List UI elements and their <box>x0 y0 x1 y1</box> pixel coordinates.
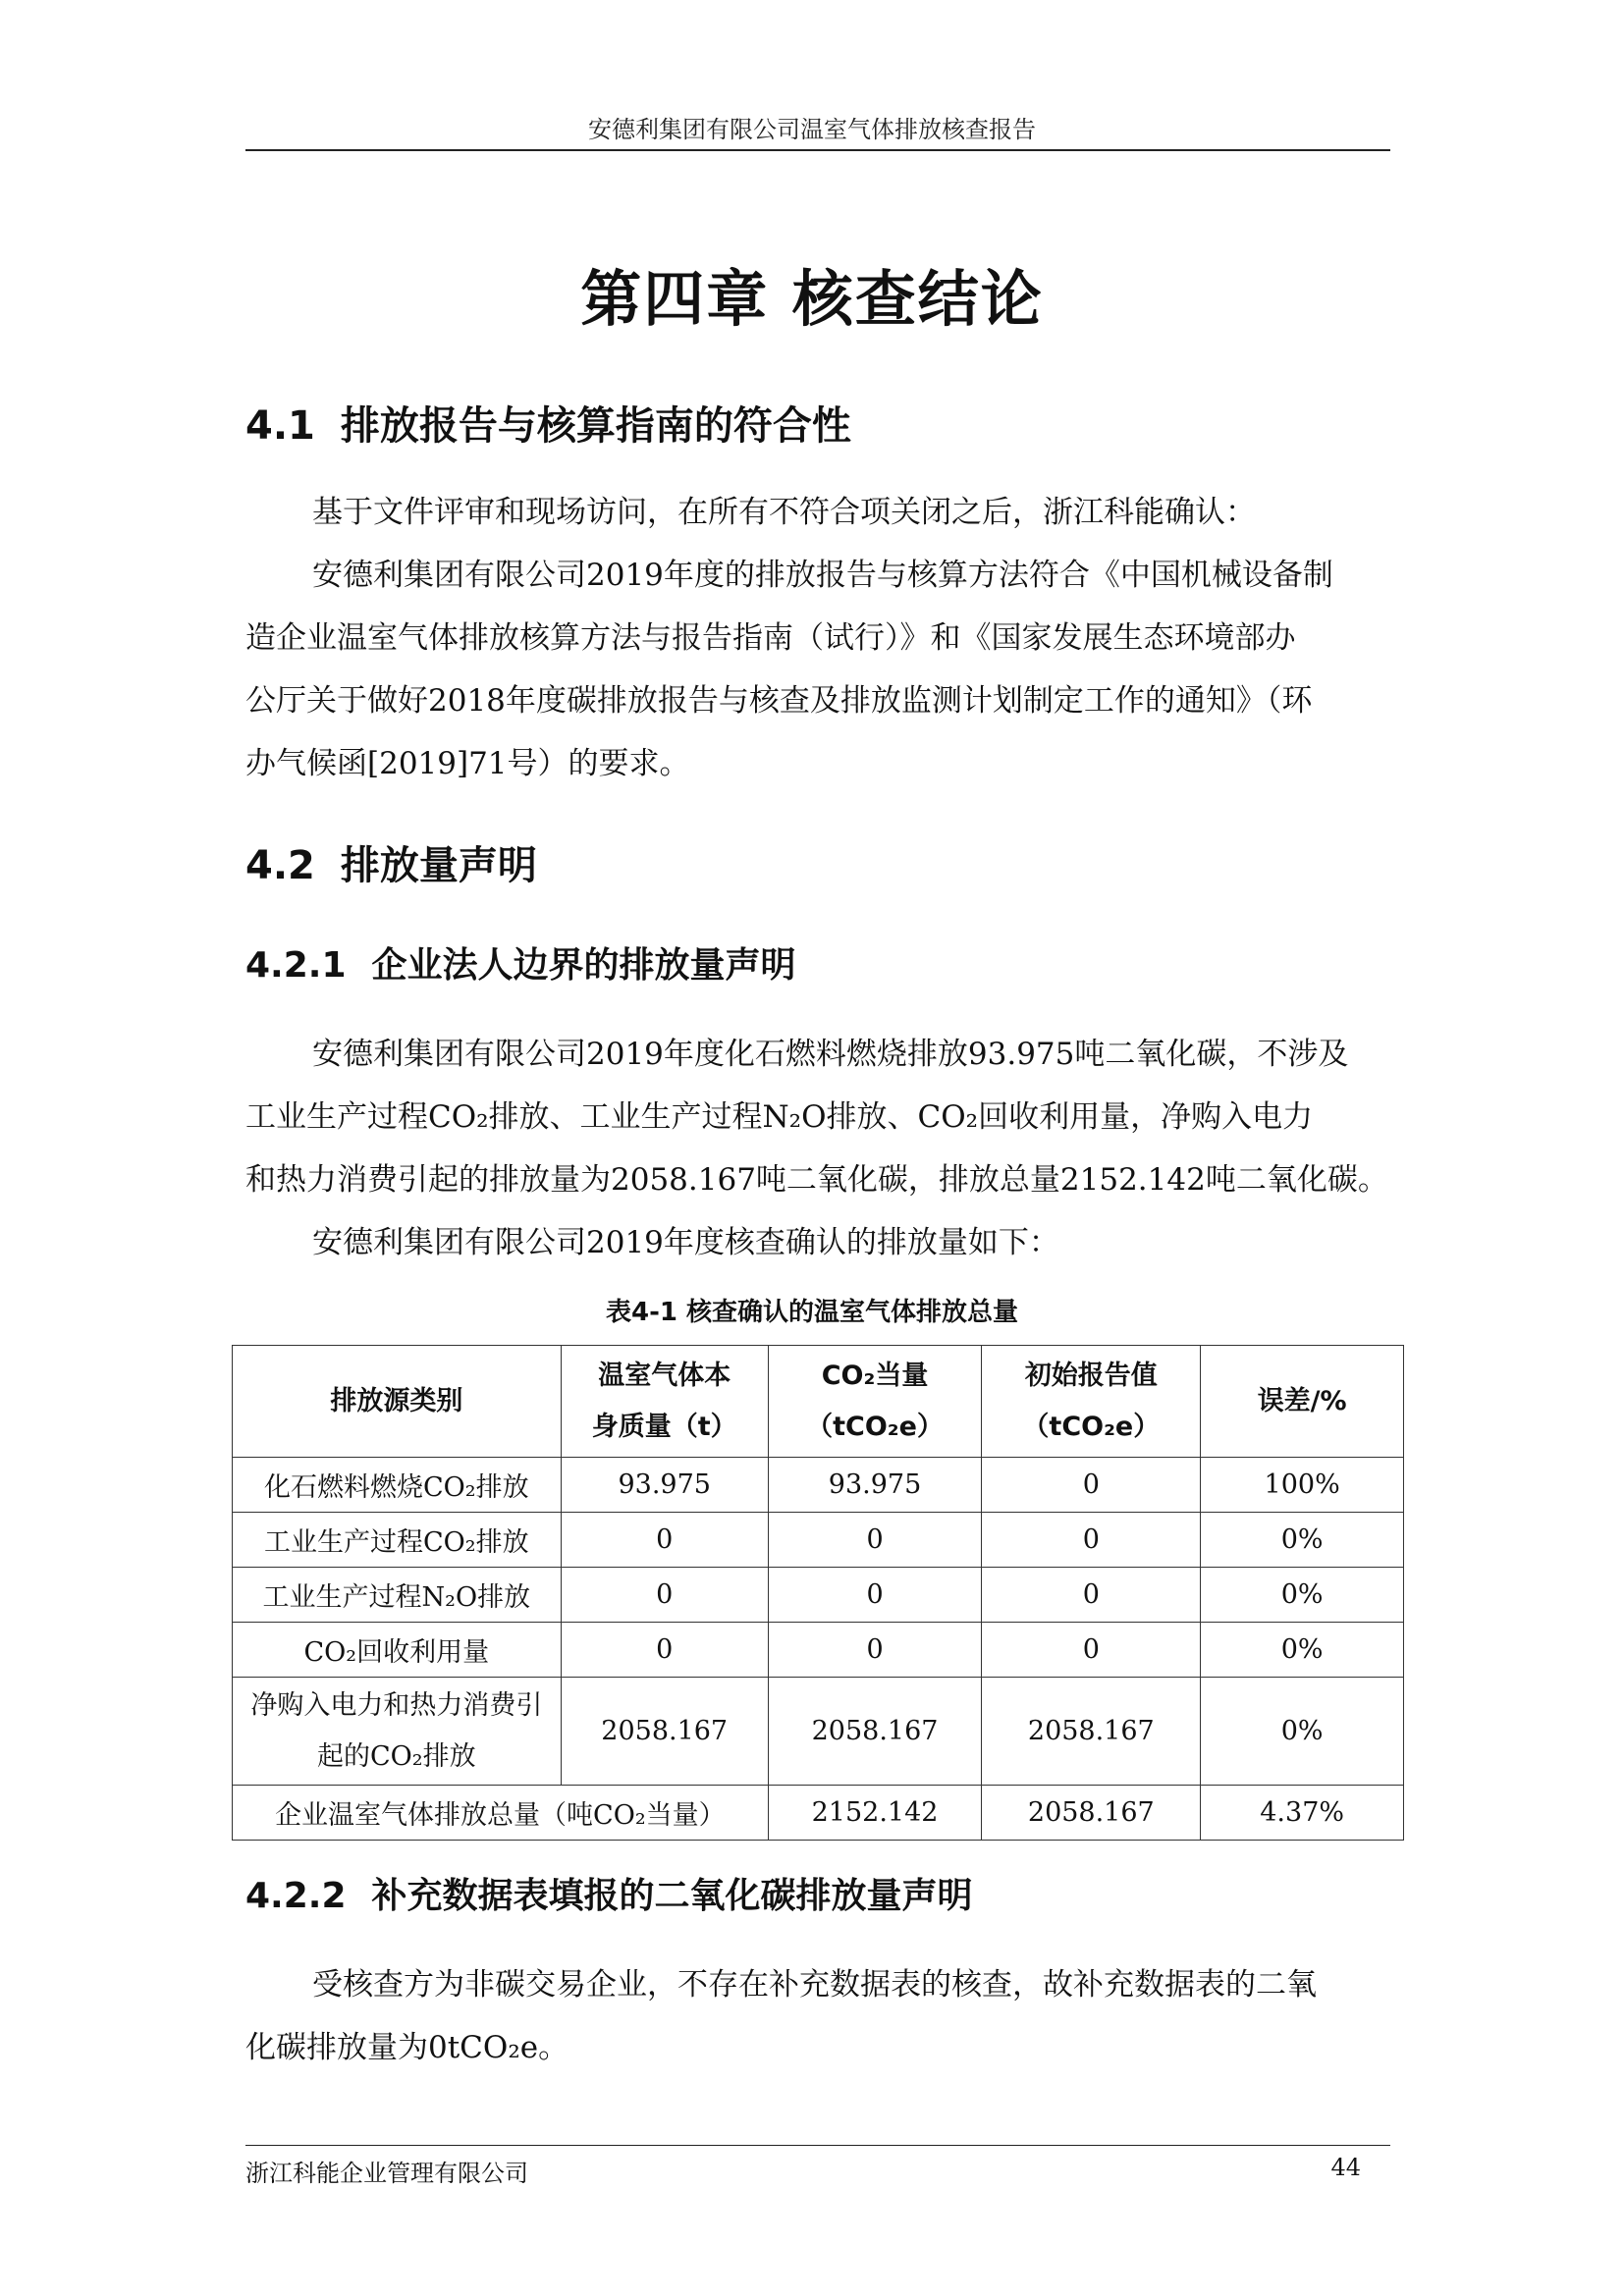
cell-co2e: 0 <box>768 1513 982 1568</box>
cell-category: 工业生产过程N₂O排放 <box>233 1568 562 1623</box>
header-rule <box>245 149 1390 151</box>
cell-error: 4.37% <box>1201 1786 1404 1841</box>
section-4-2-1-heading <box>245 937 796 988</box>
cell-mass: 0 <box>561 1513 768 1568</box>
cell-error: 0% <box>1201 1678 1404 1786</box>
cell-initial: 0 <box>982 1568 1201 1623</box>
cell-initial: 2058.167 <box>982 1786 1201 1841</box>
cell-mass: 93.975 <box>561 1458 768 1513</box>
cell-mass: 0 <box>561 1568 768 1623</box>
paragraph-line: 和热力消费引起的排放量为2058.167吨二氧化碳，排放总量2152.142吨二氧化碳。 <box>245 1162 1388 1198</box>
table-row <box>233 1568 1404 1623</box>
cell-line: 起的CO₂排放 <box>317 1740 476 1772</box>
cell-category <box>233 1678 562 1786</box>
cell-initial: 0 <box>982 1458 1201 1513</box>
table-caption: 表4-1 核查确认的温室气体排放总量 <box>605 1298 1019 1327</box>
cell-co2e: 0 <box>768 1623 982 1678</box>
section-4-1-heading <box>245 395 851 451</box>
cell-error: 100% <box>1201 1458 1404 1513</box>
cell-co2e: 93.975 <box>768 1458 982 1513</box>
footer-company: 浙江科能企业管理有限公司 <box>245 2160 528 2187</box>
section-title: 企业法人边界的排放量声明 <box>371 945 796 986</box>
col-header-line: 身质量（t） <box>591 1411 737 1442</box>
section-title: 补充数据表填报的二氧化碳排放量声明 <box>371 1876 973 1916</box>
emissions-table <box>232 1345 1404 1841</box>
paragraph-line: 造企业温室气体排放核算方法与报告指南（试行）》和《国家发展生态环境部办 <box>245 620 1296 656</box>
col-header-co2e <box>768 1346 982 1458</box>
cell-error: 0% <box>1201 1513 1404 1568</box>
cell-initial: 0 <box>982 1623 1201 1678</box>
section-number: 4.2.2 <box>245 1876 347 1916</box>
col-header-error: 误差/% <box>1201 1346 1404 1458</box>
col-header-line: （tCO₂e） <box>1022 1411 1161 1442</box>
section-title: 排放量声明 <box>340 843 537 888</box>
cell-initial: 0 <box>982 1513 1201 1568</box>
col-header-line: 初始报告值 <box>1024 1360 1158 1391</box>
section-number: 4.2 <box>245 843 315 888</box>
cell-line: 净购入电力和热力消费引 <box>250 1689 543 1721</box>
footer-rule <box>245 2145 1390 2146</box>
cell-mass: 0 <box>561 1623 768 1678</box>
paragraph-line: 安德利集团有限公司2019年度化石燃料燃烧排放93.975吨二氧化碳，不涉及 <box>312 1037 1349 1072</box>
section-4-1-body <box>245 481 1390 795</box>
section-4-2-heading <box>245 834 537 890</box>
section-4-2-2-body <box>245 1953 1390 2079</box>
cell-category: 工业生产过程CO₂排放 <box>233 1513 562 1568</box>
paragraph-line: 办气候函[2019]71号）的要求。 <box>245 746 690 781</box>
cell-total-label: 企业温室气体排放总量（吨CO₂当量） <box>233 1786 769 1841</box>
col-header-line: 温室气体本 <box>598 1360 731 1391</box>
table-total-row <box>233 1786 1404 1841</box>
section-4-2-2-heading <box>245 1868 973 1918</box>
table-row <box>233 1458 1404 1513</box>
cell-error: 0% <box>1201 1623 1404 1678</box>
page-number: 44 <box>1330 2154 1361 2181</box>
cell-initial: 2058.167 <box>982 1678 1201 1786</box>
section-4-2-1-body <box>245 1023 1390 1274</box>
paragraph-line: 工业生产过程CO₂排放、工业生产过程N₂O排放、CO₂回收利用量，净购入电力 <box>245 1099 1314 1135</box>
table-row <box>233 1678 1404 1786</box>
paragraph-line: 基于文件评审和现场访问，在所有不符合项关闭之后，浙江科能确认： <box>312 495 1256 530</box>
col-header-category: 排放源类别 <box>233 1346 562 1458</box>
table-row <box>233 1623 1404 1678</box>
cell-co2e: 0 <box>768 1568 982 1623</box>
cell-category: CO₂回收利用量 <box>233 1623 562 1678</box>
section-number: 4.1 <box>245 403 315 449</box>
section-title: 排放报告与核算指南的符合性 <box>340 403 851 449</box>
cell-co2e: 2152.142 <box>768 1786 982 1841</box>
col-header-initial <box>982 1346 1201 1458</box>
table-header-row <box>233 1346 1404 1458</box>
chapter-title: 第四章 核查结论 <box>580 263 1044 335</box>
cell-category: 化石燃料燃烧CO₂排放 <box>233 1458 562 1513</box>
col-header-line: （tCO₂e） <box>806 1411 944 1442</box>
cell-error: 0% <box>1201 1568 1404 1623</box>
cell-mass: 2058.167 <box>561 1678 768 1786</box>
paragraph-line: 公厅关于做好2018年度碳排放报告与核查及排放监测计划制定工作的通知》（环 <box>245 683 1313 719</box>
cell-co2e: 2058.167 <box>768 1678 982 1786</box>
running-header: 安德利集团有限公司温室气体排放核查报告 <box>588 116 1036 143</box>
paragraph-line: 受核查方为非碳交易企业，不存在补充数据表的核查，故补充数据表的二氧 <box>312 1967 1317 2002</box>
table-row <box>233 1513 1404 1568</box>
col-header-mass <box>561 1346 768 1458</box>
paragraph-line: 安德利集团有限公司2019年度核查确认的排放量如下： <box>312 1225 1059 1260</box>
paragraph-line: 化碳排放量为0tCO₂e。 <box>245 2030 569 2065</box>
section-number: 4.2.1 <box>245 945 347 986</box>
paragraph-line: 安德利集团有限公司2019年度的排放报告与核算方法符合《中国机械设备制 <box>312 558 1333 593</box>
col-header-line: CO₂当量 <box>821 1360 929 1391</box>
